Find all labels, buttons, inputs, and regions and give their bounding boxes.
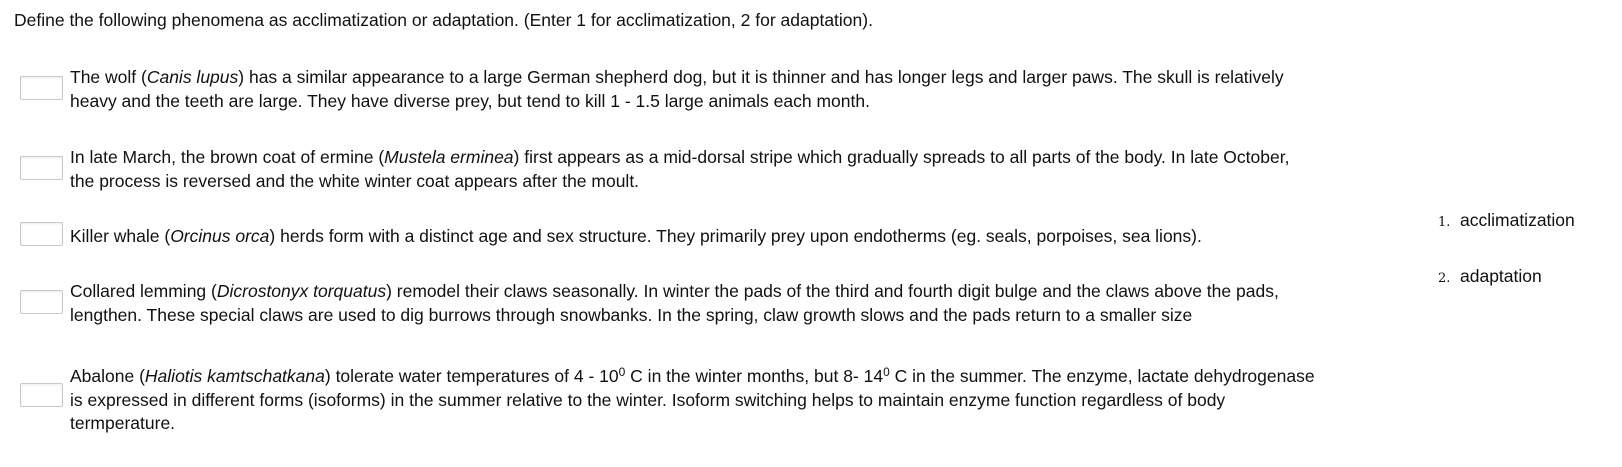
question-text-segment: C in the winter months, but 8- 14 [625, 366, 884, 386]
choice-label: acclimatization [1460, 210, 1575, 230]
question-text [70, 365, 1315, 436]
superscript-degree: 0 [883, 365, 890, 379]
species-name: Orcinus orca [170, 226, 270, 246]
question-text-segment: Collared lemming ( [70, 281, 217, 301]
species-name: Dicrostonyx torquatus [216, 281, 387, 301]
question-text-segment: lengthen. These special claws are used to dig burrows through snowbanks. In the spring, claw growth slows and the pads return to a smaller size [70, 304, 1193, 325]
question-text-segment: heavy and the teeth are large. They have diverse prey, but tend to kill 1 - 1.5 large animals each month. [70, 90, 870, 111]
question-text [70, 66, 1284, 113]
choice-label: adaptation [1460, 266, 1542, 286]
question-text [70, 280, 1279, 327]
question-text-segment: ) first appears as a mid-dorsal stripe which gradually spreads to all parts of the body. In late October, [513, 147, 1290, 167]
question-text-segment: ) remodel their claws seasonally. In winter the pads of the third and fourth digit bulge and the claws above the pads, [386, 281, 1279, 301]
question-text-segment: Abalone ( [70, 366, 145, 386]
question-text-segment: In late March, the brown coat of ermine ( [70, 147, 385, 167]
question-text-segment: ) tolerate water temperatures of 4 - 10 [324, 366, 619, 386]
question-text [70, 146, 1289, 193]
choice-item [1438, 209, 1575, 234]
choice-item [1438, 265, 1542, 290]
answer-input[interactable] [20, 222, 63, 246]
answer-input[interactable] [20, 383, 63, 407]
question-text-segment: ) herds form with a distinct age and sex structure. They primarily prey upon endotherms (eg. seals, porpoises, sea lions). [269, 226, 1202, 246]
species-name: Haliotis kamtschatkana [144, 366, 325, 386]
answer-input[interactable] [20, 76, 63, 100]
choice-number: 1. [1438, 215, 1451, 230]
question-text-segment: Killer whale ( [70, 226, 171, 246]
question-text [70, 225, 1202, 249]
question-text-segment: The wolf ( [70, 67, 147, 87]
answer-input[interactable] [20, 290, 63, 314]
species-name: Mustela erminea [384, 147, 514, 167]
superscript-degree: 0 [618, 365, 626, 379]
question-text-segment: termperature. [70, 413, 176, 433]
species-name: Canis lupus [146, 67, 239, 87]
question-text-segment: is expressed in different forms (isoforms) in the summer relative to the winter. Isoform switching helps to maintain enzyme function regardless of body [70, 389, 1226, 410]
question-text-segment: C in the summer. The enzyme, lactate dehydrogenase [889, 366, 1315, 386]
question-text-segment: ) has a similar appearance to a large German shepherd dog, but it is thinner and has longer legs and larger paws. The skull is relatively [238, 67, 1284, 87]
choice-number: 2. [1438, 271, 1451, 286]
question-text-segment: the process is reversed and the white winter coat appears after the moult. [70, 170, 640, 191]
instructions-text: Define the following phenomena as acclimatization or adaptation. (Enter 1 for acclimatization, 2 for adaptation). [14, 10, 873, 30]
answer-input[interactable] [20, 156, 63, 180]
